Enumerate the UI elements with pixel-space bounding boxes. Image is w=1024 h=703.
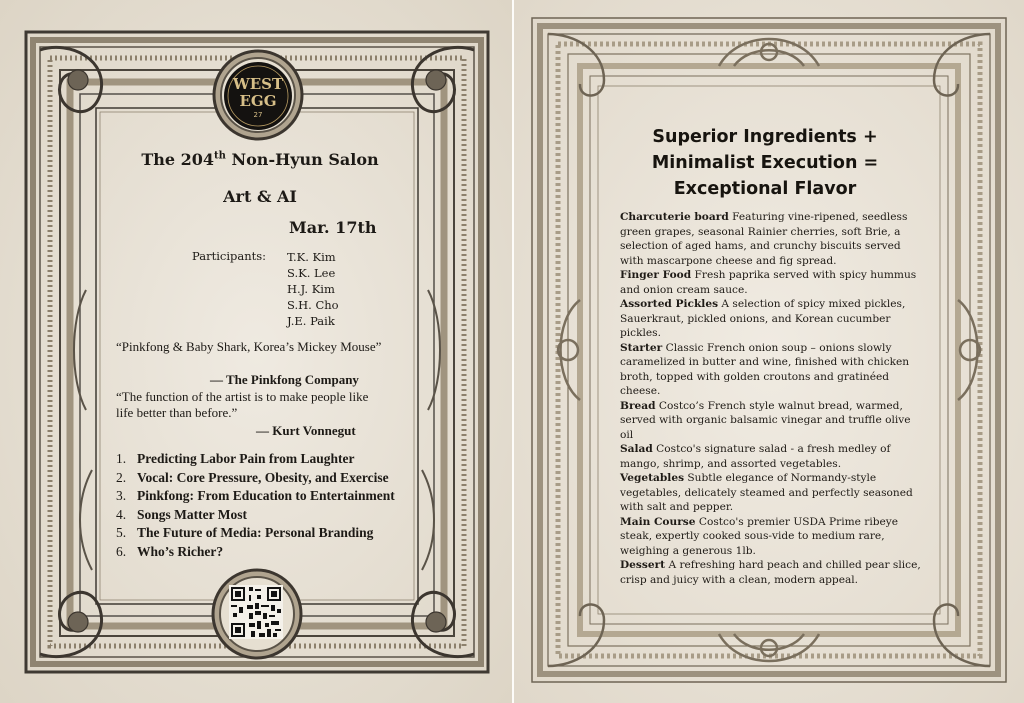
menu-item-description: Costco's premier USDA Prime ribeye steak, expertly cooked sous-vide to medium rare, weighing a generous 1lb. [620, 515, 899, 557]
logo-line-1: WEST [232, 75, 284, 93]
logo-line-3: 27 [253, 111, 263, 119]
salon-title [110, 150, 410, 169]
menu-item-description: Subtle elegance of Normandy-style vegetables, delicately steamed and perfectly seasoned with salt and pepper. [620, 472, 913, 513]
menu-list [620, 210, 922, 587]
menu-item [620, 442, 922, 471]
menu-item [620, 399, 922, 443]
participant-name: T.K. Kim [287, 250, 336, 264]
heading-line: Superior Ingredients + [652, 127, 878, 147]
topic-title: Predicting Labor Pain from Laughter [137, 451, 355, 466]
menu-item-description: Costco's signature salad - a fresh medley of mango, shrimp, and assorted vegetables. [620, 443, 891, 470]
menu-item-name: Starter [620, 341, 663, 354]
topic-title: The Future of Media: Personal Branding [137, 525, 374, 540]
salon-date: Mar. 17th [289, 218, 377, 237]
menu-item-description: Fresh paprika served with spicy hummus and onion cream sauce. [620, 269, 917, 296]
heading-line: Exceptional Flavor [673, 179, 857, 199]
title-name: Non-Hyun Salon [225, 150, 379, 169]
salon-subtitle: Art & AI [223, 187, 297, 206]
menu-item-name: Dessert [620, 559, 666, 571]
menu-item-name: Assorted Pickles [620, 298, 719, 310]
topic-list [116, 450, 395, 561]
menu-item-name: Salad [620, 443, 653, 455]
menu-item [620, 471, 922, 515]
heading-line: Minimalist Execution = [651, 153, 879, 173]
topic-number: 5. [116, 525, 127, 540]
topic-item [116, 487, 395, 506]
menu-item-name: Vegetables [620, 472, 685, 484]
participants-list [287, 249, 339, 329]
topic-title: Who’s Richer? [137, 543, 224, 559]
topic-number: 3. [116, 488, 127, 503]
participant-name: J.E. Paik [287, 314, 335, 328]
topic-item [116, 506, 395, 525]
menu-item-name: Main Course [620, 515, 696, 528]
participant-name: S.K. Lee [287, 266, 336, 280]
pinkfong-quote: “Pinkfong & Baby Shark, Korea’s Mickey Mouse” [116, 339, 382, 354]
pinkfong-attribution: — The Pinkfong Company [210, 372, 359, 387]
qr-code-icon[interactable] [229, 585, 283, 639]
menu-item [620, 515, 922, 559]
vonnegut-quote: “The function of the artist is to make people like life better than before.” [116, 389, 369, 420]
topic-title: Vocal: Core Pressure, Obesity, and Exercise [137, 469, 389, 485]
menu-item-name: Finger Food [620, 269, 692, 281]
menu-item-description: Classic French onion soup – onions slowly caramelized in butter and wine, finished with chicken broth, topped with golden croutons and gratinéed cheese. [620, 341, 910, 397]
menu-item [620, 268, 922, 297]
menu-item-name: Bread [620, 399, 656, 412]
topic-title: Pinkfong: From Education to Entertainment [137, 488, 395, 503]
topic-number: 1. [116, 451, 127, 466]
participant-name: S.H. Cho [287, 298, 339, 312]
menu-item-description: A selection of spicy mixed pickles, Sauerkraut, pickled onions, and Korean cucumber pickles. [620, 298, 906, 339]
menu-item [620, 341, 922, 399]
topic-item [116, 543, 395, 562]
topic-number: 2. [116, 469, 127, 485]
participant-name: H.J. Kim [287, 282, 335, 296]
west-egg-logo [221, 59, 295, 133]
logo-line-2: EGG [239, 92, 277, 110]
menu-item-description: Featuring vine-ripened, seedless green grapes, seasonal Rainier cherries, soft Brie, a selection of aged hams, and crunchy biscuits served with mascarpone cheese and fig spread. [620, 211, 908, 267]
menu-item-description: Costco’s French style walnut bread, warmed, served with organic balsamic vinegar and truffle olive oil [620, 399, 911, 441]
title-ordinal: th [214, 150, 226, 162]
menu-item-name: Charcuterie board [620, 211, 729, 223]
topic-item [116, 524, 395, 543]
topic-item [116, 469, 395, 488]
menu-item [620, 210, 922, 268]
topic-number: 4. [116, 506, 127, 522]
menu-item-description: A refreshing hard peach and chilled pear slice, crisp and juicy with a clean, modern appeal. [620, 559, 921, 586]
menu-heading [620, 124, 910, 202]
menu-item [620, 558, 922, 587]
title-number: The 204 [141, 150, 215, 169]
topic-item [116, 450, 395, 469]
participants-label: Participants: [192, 249, 267, 263]
vonnegut-attribution: — Kurt Vonnegut [256, 423, 356, 438]
menu-item [620, 297, 922, 341]
topic-number: 6. [116, 543, 127, 559]
topic-title: Songs Matter Most [137, 506, 247, 522]
